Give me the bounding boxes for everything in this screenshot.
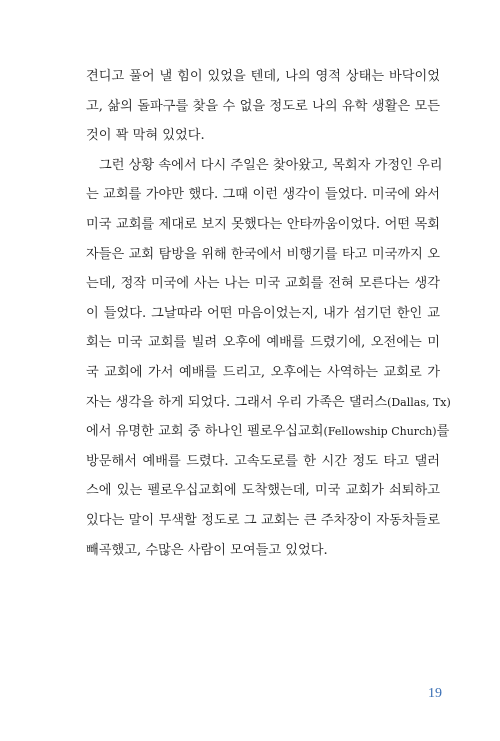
text-line: 것이 꽉 막혀 있었다. xyxy=(86,128,205,144)
text-line: 이 들었다. 그날따라 어떤 마음이었는지, 내가 섬기던 한인 교 xyxy=(86,305,440,321)
text-line: 고, 삶의 돌파구를 찾을 수 없을 정도로 나의 유학 생활은 모든 xyxy=(86,98,440,114)
text-line: 견디고 풀어 낼 힘이 있었을 텐데, 나의 영적 상태는 바닥이었 xyxy=(86,69,440,84)
english-note-fellowship: (Fellowship Church) xyxy=(323,425,437,439)
text-line: 는데, 정작 미국에 사는 나는 미국 교회를 전혀 모른다는 생각 xyxy=(86,276,440,292)
text-line: 빼곡했고, 수많은 사람이 모여들고 있었다. xyxy=(86,542,328,558)
text-line: 는 교회를 가야만 했다. 그때 이런 생각이 들었다. 미국에 와서 xyxy=(86,187,440,203)
text-line: 그런 상황 속에서 다시 주일은 찾아왔고, 목회자 가정인 우리 xyxy=(99,157,443,173)
text-line: 회는 미국 교회를 빌려 오후에 예배를 드렸기에, 오전에는 미 xyxy=(86,335,440,351)
text-line: 방문해서 예배를 드렸다. 고속도로를 한 시간 정도 타고 댈러 xyxy=(86,453,440,469)
text-line: 스에 있는 펠로우십교회에 도착했는데, 미국 교회가 쇠퇴하고 xyxy=(86,483,440,499)
text-fragment: 자는 생각을 하게 되었다. 그래서 우리 가족은 댈러스 xyxy=(86,394,388,410)
text-line xyxy=(86,417,450,447)
text-fragment: 에서 유명한 교회 중 하나인 펠로우십교회 xyxy=(86,424,324,440)
text-line: 있다는 말이 무색할 정도로 그 교회는 큰 주차장이 자동차들로 xyxy=(86,512,440,528)
text-line: 미국 교회를 제대로 보지 못했다는 안타까움이었다. 어떤 목회 xyxy=(86,216,440,232)
text-fragment: 를 xyxy=(436,424,450,440)
text-line: 국 교회에 가서 예배를 드리고, 오후에는 사역하는 교회로 가 xyxy=(86,364,440,380)
page-number: 19 xyxy=(428,686,442,701)
english-note-dallas: (Dallas, Tx) xyxy=(387,395,451,409)
body-text xyxy=(86,62,451,565)
text-line: 자들은 교회 탐방을 위해 한국에서 비행기를 타고 미국까지 오 xyxy=(86,246,440,262)
text-line xyxy=(86,388,451,418)
